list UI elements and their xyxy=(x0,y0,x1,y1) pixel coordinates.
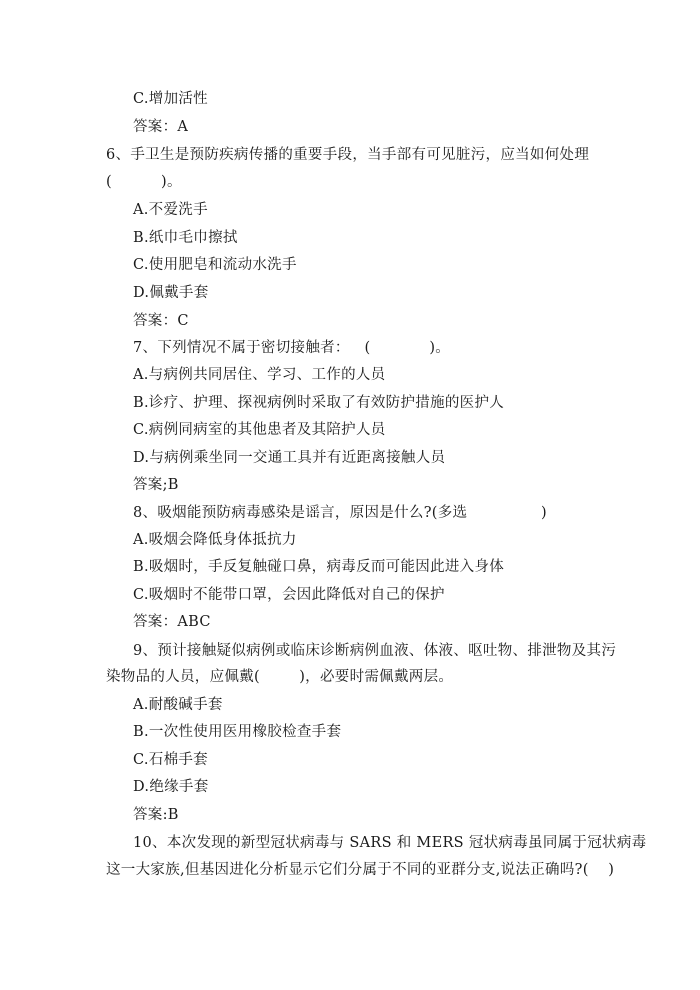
question-8: 8、吸烟能预防病毒感染是谣言，原因是什么?(多选 ) xyxy=(133,505,547,521)
option-a-q7: A.与病例共同居住、学习、工作的人员 xyxy=(133,367,386,383)
question-6-blank: ( )。 xyxy=(106,174,182,190)
option-c-q7: C.病例同病室的其他患者及其陪护人员 xyxy=(133,422,386,438)
option-b-q8: B.吸烟时，手反复触碰口鼻，病毒反而可能因此进入身体 xyxy=(133,559,505,575)
answer-q6: 答案：C xyxy=(133,313,189,329)
question-10: 10、本次发现的新型冠状病毒与 SARS 和 MERS 冠状病毒虽同属于冠状病毒 xyxy=(133,835,647,851)
answer-q7: 答案;B xyxy=(133,477,179,493)
option-b-q9: B.一次性使用医用橡胶检查手套 xyxy=(133,724,342,740)
answer-q9: 答案:B xyxy=(133,807,179,823)
question-9-cont: 染物品的人员，应佩戴( )，必要时需佩戴两层。 xyxy=(106,669,454,685)
option-c-q5: C.增加活性 xyxy=(133,91,208,107)
option-b-q6: B.纸巾毛巾擦拭 xyxy=(133,230,238,246)
option-a-q8: A.吸烟会降低身体抵抗力 xyxy=(133,532,297,548)
answer-q5: 答案：A xyxy=(133,119,189,135)
answer-q8: 答案：ABC xyxy=(133,614,211,630)
question-10-cont: 这一大家族,但基因进化分析显示它们分属于不同的亚群分支,说法正确吗?( ) xyxy=(106,862,615,878)
option-c-q9: C.石棉手套 xyxy=(133,752,208,768)
option-d-q9: D.绝缘手套 xyxy=(133,779,209,795)
option-b-q7: B.诊疗、护理、探视病例时采取了有效防护措施的医护人 xyxy=(133,395,505,411)
question-6: 6、手卫生是预防疾病传播的重要手段，当手部有可见脏污，应当如何处理 xyxy=(106,147,590,163)
option-c-q8: C.吸烟时不能带口罩，会因此降低对自己的保护 xyxy=(133,587,445,603)
option-d-q7: D.与病例乘坐同一交通工具并有近距离接触人员 xyxy=(133,450,446,466)
option-d-q6: D.佩戴手套 xyxy=(133,285,209,301)
option-c-q6: C.使用肥皂和流动水洗手 xyxy=(133,257,297,273)
option-a-q6: A.不爱洗手 xyxy=(133,202,208,218)
question-7: 7、下列情况不属于密切接触者： ( )。 xyxy=(133,340,451,356)
question-9: 9、预计接触疑似病例或临床诊断病例血液、体液、呕吐物、排泄物及其污 xyxy=(133,643,617,659)
option-a-q9: A.耐酸碱手套 xyxy=(133,697,223,713)
